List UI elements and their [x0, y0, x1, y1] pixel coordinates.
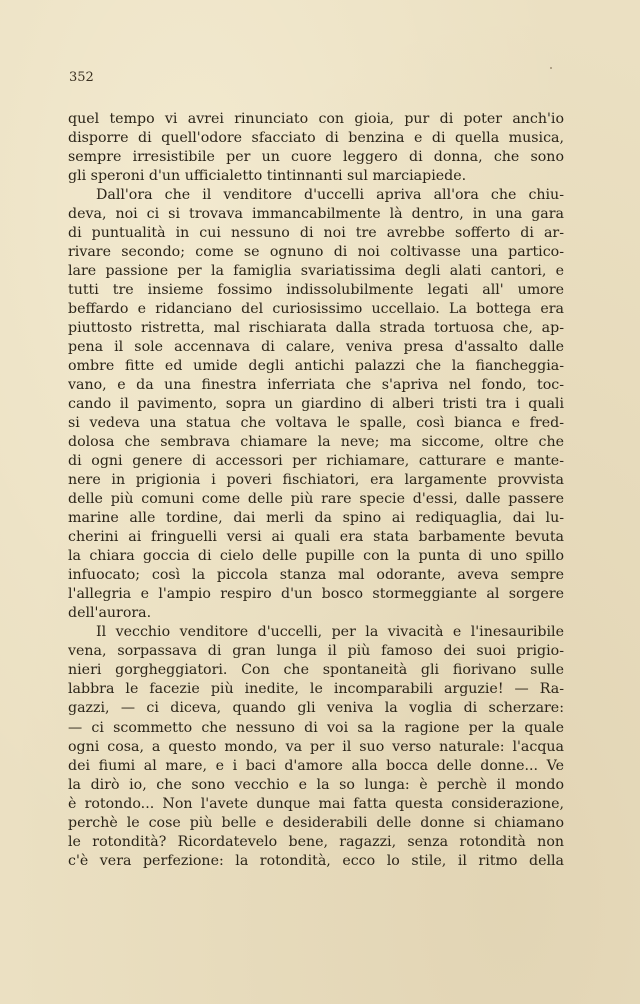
text-line: beffardo e ridanciano del curiosissimo uccellaio. La bottega era — [68, 301, 564, 318]
text-line: gli speroni d'un ufficialetto tintinnanti sul marciapiede. — [68, 168, 467, 185]
text-line: deva, noi ci si trovava immancabilmente là dentro, in una gara — [68, 206, 564, 223]
text-line: le rotondità? Ricordatevelo bene, ragazzi, senza rotondità non — [68, 833, 564, 850]
page-number: 352 — [69, 70, 94, 85]
text-line: piuttosto ristretta, mal rischiarata dalla strada tortuosa che, ap- — [68, 320, 564, 337]
text-line: vano, e da una finestra inferriata che s'apriva nel fondo, toc- — [68, 377, 564, 394]
text-line: la chiara goccia di cielo delle pupille con la punta di uno spillo — [68, 548, 564, 565]
text-line: Il vecchio venditore d'uccelli, per la vivacità e l'inesauribile — [96, 624, 564, 641]
text-line: vena, sorpassava di gran lunga il più famoso dei suoi prigio- — [68, 643, 564, 660]
text-line: cando il pavimento, sopra un giardino di alberi tristi tra i quali — [68, 396, 564, 413]
text-line: di puntualità in cui nessuno di noi tre avrebbe sofferto di ar- — [68, 225, 564, 242]
body-text — [68, 110, 564, 871]
text-line: dell'aurora. — [68, 605, 152, 622]
text-line: ogni cosa, a questo mondo, va per il suo verso naturale: l'acqua — [68, 738, 564, 755]
text-line: disporre di quell'odore sfacciato di benzina e di quella musica, — [68, 130, 564, 147]
text-line: nere in prigionia i poveri fischiatori, era largamente provvista — [68, 472, 564, 489]
text-line: labbra le facezie più inedite, le incomparabili arguzie! — Ra- — [68, 681, 564, 698]
text-line: c'è vera perfezione: la rotondità, ecco lo stile, il ritmo della — [68, 852, 564, 869]
text-line: sempre irresistibile per un cuore leggero di donna, che sono — [68, 149, 564, 166]
text-line: perchè le cose più belle e desiderabili delle donne si chiamano — [68, 814, 564, 831]
text-line: la dirò io, che sono vecchio e la so lunga: è perchè il mondo — [68, 776, 564, 793]
text-line: nieri gorgheggiatori. Con che spontaneità gli fiorivano sulle — [68, 662, 564, 679]
text-line: gazzi, — ci diceva, quando gli veniva la voglia di scherzare: — [68, 700, 564, 717]
text-line: dolosa che sembrava chiamare la neve; ma siccome, oltre che — [68, 434, 564, 451]
paper-speck — [550, 67, 552, 69]
text-line: rivare secondo; come se ognuno di noi coltivasse una partico- — [68, 244, 564, 261]
text-line: cherini ai fringuelli versi ai quali era stata barbamente bevuta — [68, 529, 564, 546]
text-line: delle più comuni come delle più rare specie d'essi, dalle passere — [68, 491, 564, 508]
text-line: tutti tre insieme fossimo indissolubilmente legati all' umore — [68, 282, 564, 299]
text-line: dei fiumi al mare, e i baci d'amore alla bocca delle donne... Ve — [68, 757, 564, 774]
text-line: marine alle tordine, dai merli da spino ai rediquaglia, dai lu- — [68, 510, 564, 527]
text-line: — ci scommetto che nessuno di voi sa la ragione per la quale — [68, 719, 564, 736]
text-line: lare passione per la famiglia svariatissima degli alati cantori, e — [68, 263, 564, 280]
text-line: infuocato; così la piccola stanza mal odorante, aveva sempre — [68, 567, 564, 584]
text-line: quel tempo vi avrei rinunciato con gioia, pur di poter anch'io — [68, 111, 564, 127]
text-line: si vedeva una statua che voltava le spalle, così bianca e fred- — [68, 415, 564, 432]
text-line: Dall'ora che il venditore d'uccelli apriva all'ora che chiu- — [96, 187, 564, 204]
text-line: ombre fitte ed umide degli antichi palazzi che la fiancheggia- — [68, 358, 564, 375]
text-line: di ogni genere di accessori per richiamare, catturare e mante- — [68, 453, 564, 470]
text-line: pena il sole accennava di calare, veniva presa d'assalto dalle — [68, 339, 564, 356]
text-line: è rotondo... Non l'avete dunque mai fatta questa considerazione, — [68, 795, 564, 812]
text-line: l'allegria e l'ampio respiro d'un bosco stormeggiante al sorgere — [68, 586, 564, 603]
